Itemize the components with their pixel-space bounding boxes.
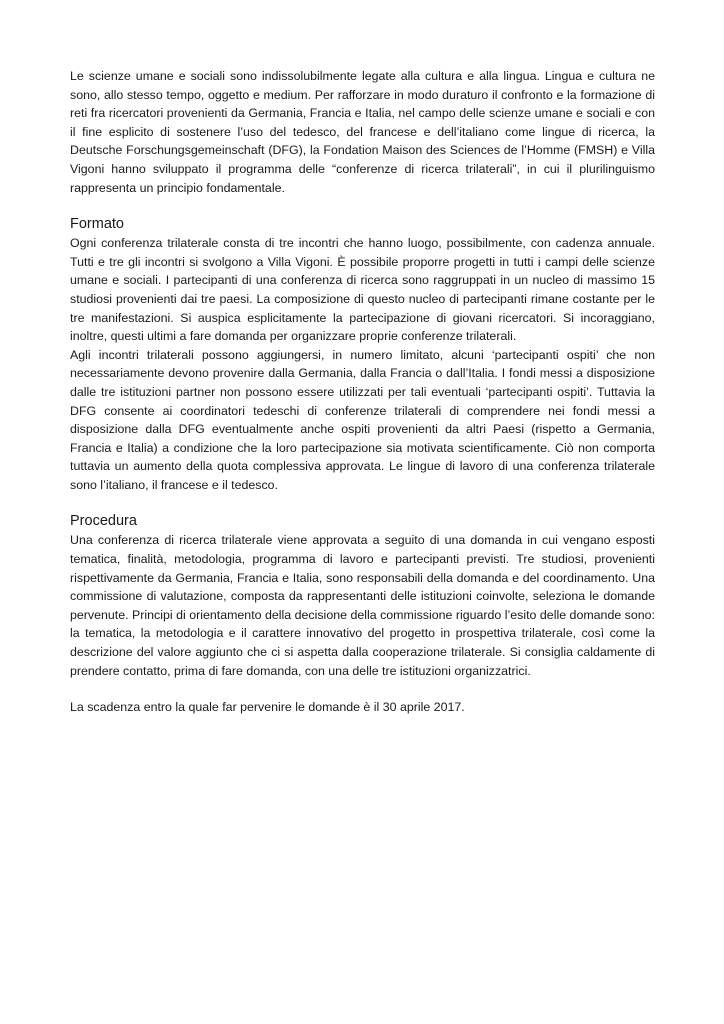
intro-paragraph: Le scienze umane e sociali sono indissolubilmente legate alla cultura e alla lingua. Lingua e cultura ne sono, allo stesso tempo, oggetto e medium. Per rafforzare in modo duraturo il confronto e la formazione di reti fra ricercatori provenienti da Germania, Francia e Italia, nel campo delle scienze umane e sociali e con il fine esplicito di sostenere l’uso del tedesco, del francese e dell’italiano come lingue di ricerca, la Deutsche Forschungsgemeinschaft (DFG), la Fondation Maison des Sciences de l’Homme (FMSH) e Villa Vigoni hanno sviluppato il programma delle “conferenze di ricerca trilaterali”, in cui il plurilinguismo rappresenta un principio fondamentale. bbox=[70, 69, 655, 195]
section-formato bbox=[70, 214, 655, 494]
section-procedura bbox=[70, 511, 655, 680]
document-page bbox=[70, 67, 655, 717]
formato-paragraph-1: Ogni conferenza trilaterale consta di tre incontri che hanno luogo, possibilmente, con cadenza annuale. Tutti e tre gli incontri si svolgono a Villa Vigoni. È possibile proporre progetti in tutti i campi delle scienze umane e sociali. I partecipanti di una conferenza di ricerca sono raggruppati in un nucleo di massimo 15 studiosi provenienti dai tre paesi. La composizione di questo nucleo di partecipanti rimane costante per le tre manifestazioni. Si auspica esplicitamente la partecipazione di giovani ricercatori. Si incoraggiano, inoltre, questi ultimi a fare domanda per organizzare proprie conferenze trilaterali. bbox=[70, 236, 655, 344]
deadline-paragraph: La scadenza entro la quale far pervenire le domande è il 30 aprile 2017. bbox=[70, 700, 465, 715]
formato-paragraph-2: Agli incontri trilaterali possono aggiungersi, in numero limitato, alcuni ‘partecipanti ospiti’ che non necessariamente devono provenire dalla Germania, dalla Francia o dall’Italia. I fondi messi a disposizione dalle tre istituzioni partner non possono essere utilizzati per tali eventuali ‘partecipanti ospiti’. Tuttavia la DFG consente ai coordinatori tedeschi di conferenze trilaterali di comprendere nei fondi messi a disposizione dalla DFG eventualmente anche ospiti provenienti da altri Paesi (rispetto a Germania, Francia e Italia) a condizione che la loro partecipazione sia motivata scientificamente. Ciò non comporta tuttavia un aumento della quota complessiva approvata. Le lingue di lavoro di una conferenza trilaterale sono l’italiano, il francese e il tedesco. bbox=[70, 347, 655, 492]
procedura-paragraph: Una conferenza di ricerca trilaterale viene approvata a seguito di una domanda in cui vengano esposti tematica, finalità, metodologia, programma di lavoro e partecipanti previsti. Tre studiosi, provenienti rispettivamente da Germania, Francia e Italia, sono responsabili della domanda e del coordinamento. Una commissione di valutazione, composta da rappresentanti delle istituzioni coinvolte, seleziona le domande pervenute. Principi di orientamento della decisione della commissione riguardo l’esito delle domande sono: la tematica, la metodologia e il carattere innovativo del progetto in prospettiva trilaterale, così come la descrizione del valore aggiunto che ci si aspetta dalla cooperazione trilaterale. Si consiglia caldamente di prendere contatto, prima di fare domanda, con una delle tre istituzioni organizzatrici. bbox=[70, 533, 655, 678]
formato-heading: Formato bbox=[70, 216, 124, 233]
procedura-heading: Procedura bbox=[70, 513, 137, 530]
